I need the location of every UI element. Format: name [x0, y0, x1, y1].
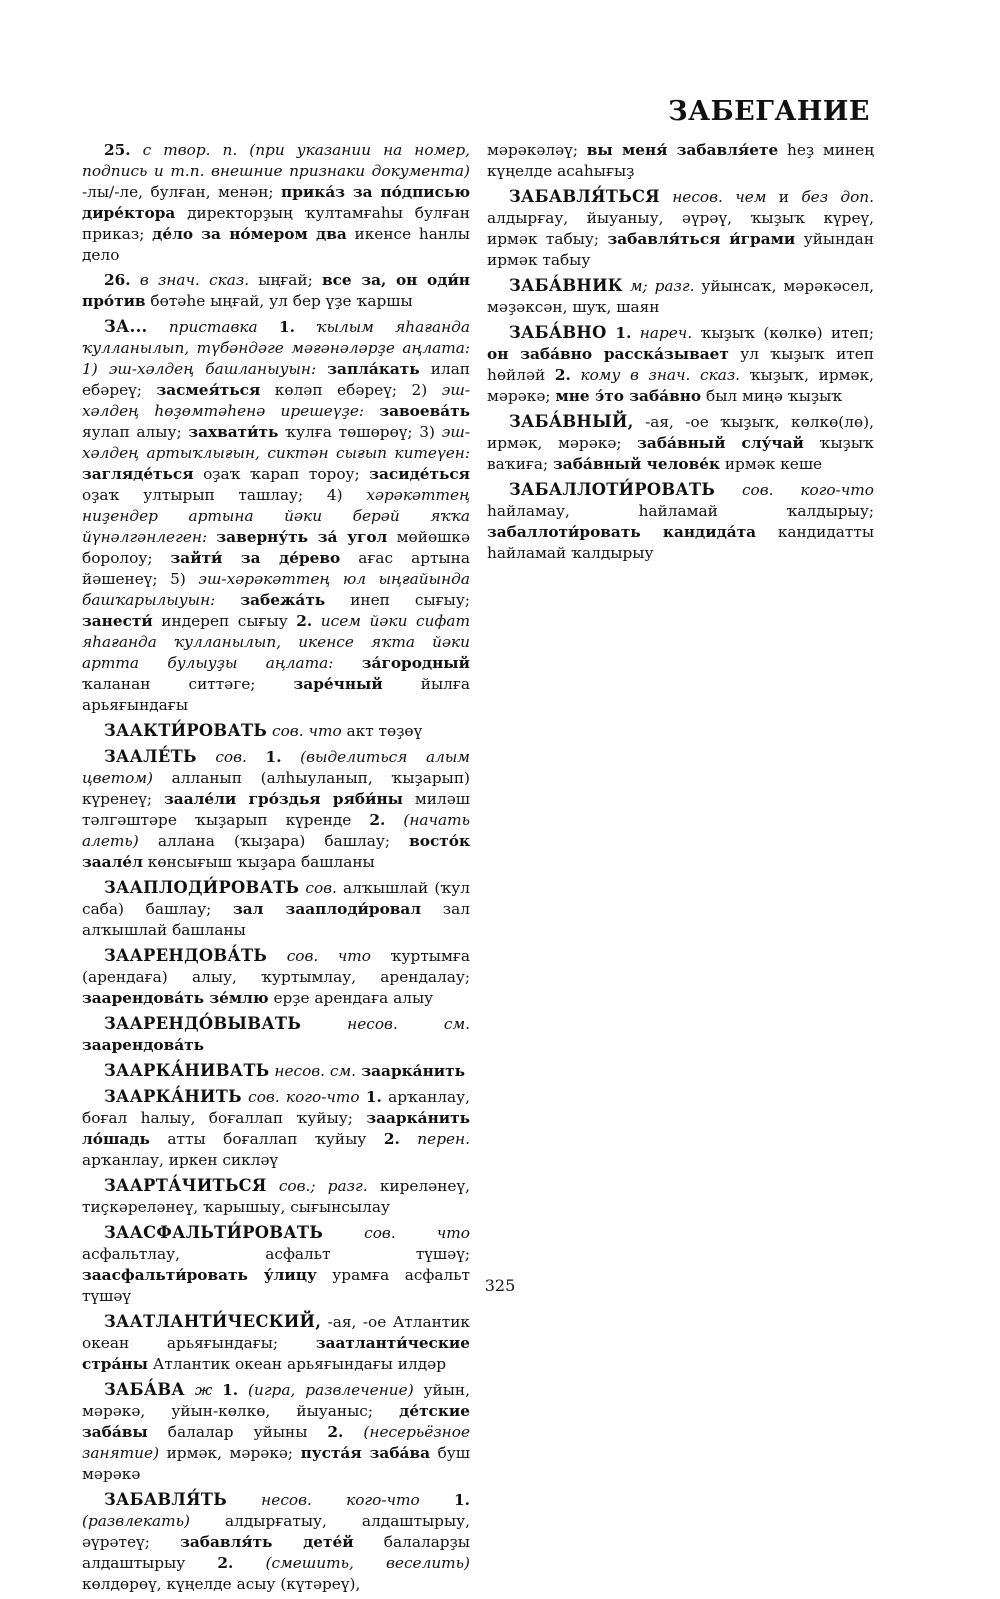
right-column: [487, 140, 874, 568]
grammar-note: нареч.: [631, 324, 693, 342]
translation: һайламау, һайламай ҡалдырыу;: [487, 502, 874, 520]
translation: алланып (алһыуланып, ҡыҙарып) күренеү;: [82, 769, 470, 808]
example-phrase: зайти́ за де́рево: [170, 549, 341, 567]
dictionary-entry: [487, 322, 874, 407]
dictionary-entry: [82, 746, 470, 873]
translation: арҡанлау, боғал һалыу, боғаллап ҡуйыу;: [82, 1088, 470, 1127]
dictionary-entry: [82, 1311, 470, 1375]
example-phrase: загляде́ться: [82, 465, 194, 483]
headword: ЗАБА́ВНО: [509, 323, 607, 342]
translation: -лы/-ле, булған, менән;: [82, 183, 282, 201]
cross-reference: заарка́нить: [356, 1062, 465, 1080]
example-phrase: заарка́нить ло́шадь: [82, 1109, 470, 1148]
headword: ЗА...: [104, 317, 148, 336]
grammar-note: сов. кого-что: [715, 481, 874, 499]
translation: балалар уйыны: [147, 1423, 328, 1441]
grammar-note: сов.: [299, 879, 337, 897]
gloss: (несерьёзное занятие): [82, 1423, 470, 1462]
definition: ҡылым яһағанда ҡулланылып, түбәндәге мәғәнәләрҙе аңлата: 1) эш-хәлдең башланыуын:: [82, 318, 470, 378]
translation: акт төҙөү: [341, 722, 423, 740]
translation: ыңғай;: [249, 271, 322, 289]
translation: яулап алыу;: [82, 423, 189, 441]
example-phrase: засиде́ться: [369, 465, 470, 483]
grammar-note: сов.: [196, 748, 266, 766]
headword: ЗАБА́ВНЫЙ,: [509, 412, 634, 431]
example-phrase: забавля́ться и́грами: [607, 230, 796, 248]
grammar-note: перен.: [399, 1130, 470, 1148]
grammar-note: без доп.: [801, 188, 874, 206]
example-phrase: мне э́то заба́вно: [555, 387, 702, 405]
translation: ағас артына йәшенеү; 5): [82, 549, 470, 588]
grammar-note: несов. см.: [269, 1062, 357, 1080]
dictionary-entry: [82, 316, 470, 716]
left-column: [82, 140, 470, 1599]
translation: урамға асфальт түшәү: [82, 1266, 470, 1305]
translation: алҡышлай (ҡул саба) башлау;: [82, 879, 470, 918]
translation: директорҙың ҡултамғаһы булған приказ;: [82, 204, 470, 243]
translation: бөтәһе ыңғай, ул бер үҙе ҡаршы: [145, 292, 413, 310]
translation: ҡулға төшөрөү; 3): [278, 423, 442, 441]
translation: йылға арьяғындағы: [82, 675, 470, 714]
dictionary-entry: [82, 1086, 470, 1171]
cross-reference: заарендова́ть: [82, 1036, 205, 1054]
dictionary-entry: [82, 945, 470, 1009]
translation: арҡанлау, иркен сикләү: [82, 1151, 279, 1169]
translation: уйын, мәрәкә, уйын-көлкө, йыуаныс;: [82, 1381, 470, 1420]
example-phrase: заатланти́ческие стра́ны: [82, 1334, 470, 1373]
definition: эш-хәрәкәттең юл ыңғайында башҡарылыуын:: [82, 570, 470, 609]
dictionary-entry: [487, 479, 874, 564]
translation: ҡыҙыҡ ваҡиға;: [487, 434, 874, 473]
translation: асфальтлау, асфальт түшәү;: [82, 1245, 470, 1263]
sense-number: 1.: [222, 1381, 239, 1399]
example-phrase: зал зааплоди́ровал: [232, 900, 422, 918]
translation: ирмәк кеше: [720, 455, 823, 473]
sense-number: 2.: [327, 1423, 344, 1441]
translation: буш мәрәкә: [82, 1444, 471, 1483]
running-head: ЗАБЕГАНИЕ: [668, 96, 870, 127]
translation: -ая, -ое Атлантик океан арьяғындағы;: [82, 1313, 470, 1352]
dictionary-entry: [82, 720, 470, 742]
translation: уйынсаҡ, мәрәкәсел, мәҙәксән, шуҡ, шаян: [487, 277, 874, 316]
translation: икенсе һанлы дело: [82, 225, 470, 264]
example-phrase: запла́кать: [327, 360, 420, 378]
dictionary-entry: [82, 1175, 470, 1218]
translation: ҡыҙыҡ (көлкө) итеп;: [692, 324, 875, 342]
translation: -ая, -ое ҡыҙыҡ, көлкө(лө), ирмәк, мәрәкә;: [487, 413, 874, 452]
sense-number: 26.: [104, 271, 131, 289]
translation: алдырғатыу, алдаштырыу, әүрәтеү;: [82, 1512, 470, 1551]
grammar-note: приставка: [147, 318, 279, 336]
translation: атты боғаллап ҡуйыу: [149, 1130, 384, 1148]
translation: ҡуртымға (арендаға) алыу, ҡуртымлау, арендалау;: [82, 947, 470, 986]
grammar-note: сов.; разг.: [266, 1177, 368, 1195]
definition: эш-хәлдең һөҙөмтәһенә ирешеүҙе:: [82, 381, 470, 420]
grammar-note: кому в знач. сказ.: [570, 366, 741, 384]
translation: инеп сығыу;: [325, 591, 470, 609]
translation: илап ебәреү;: [82, 360, 471, 399]
dictionary-entry: [487, 186, 874, 271]
sense-number: 1.: [278, 318, 295, 336]
example-phrase: заверну́ть за́ угол: [216, 528, 388, 546]
example-phrase: завоева́ть: [379, 402, 470, 420]
translation: Атлантик океан арьяғындағы илдәр: [147, 1355, 446, 1373]
example-phrase: заба́вный слу́чай: [637, 434, 804, 452]
dictionary-entry: [82, 1379, 470, 1485]
grammar-note: в знач. сказ.: [130, 271, 250, 289]
sense-number: 2.: [554, 366, 571, 384]
dictionary-entry: [82, 1489, 470, 1595]
grammar-note: несов. чем: [659, 188, 767, 206]
dictionary-entry: [487, 411, 874, 475]
translation: киреләнеү, тиҫкәреләнеү, ҡарышыу, сығынсылау: [82, 1177, 470, 1216]
translation: ҡыҙыҡ, ирмәк, мәрәкә;: [487, 366, 874, 405]
headword: ЗАБАВЛЯ́ТЬСЯ: [509, 187, 660, 206]
grammar-note: сов. что: [267, 722, 342, 740]
translation: индереп сығыу: [152, 612, 297, 630]
gloss: (выделиться алым цветом): [82, 748, 470, 787]
headword: ЗАБА́ВНИК: [509, 276, 623, 295]
translation: был миңә ҡыҙыҡ: [701, 387, 843, 405]
definition: эш-хәлдең артыҡлығын, сиктән сығып китеүен:: [82, 423, 470, 462]
translation: ул ҡыҙыҡ итеп һөйләй: [487, 345, 874, 384]
example-phrase: заре́чный: [293, 675, 383, 693]
headword: ЗААПЛОДИ́РОВАТЬ: [104, 878, 300, 897]
dictionary-entry: [82, 140, 470, 266]
sense-number: 1.: [454, 1491, 470, 1509]
grammar-note: сов. что: [323, 1224, 470, 1242]
example-phrase: забаллоти́ровать кандида́та: [487, 523, 757, 541]
translation: көнсығыш ҡыҙара башланы: [142, 853, 375, 871]
example-phrase: заасфальти́ровать у́лицу: [82, 1266, 317, 1284]
sense-number: 2.: [217, 1554, 234, 1572]
gloss: (начать алеть): [82, 811, 470, 850]
example-phrase: де́ло за но́мером два: [152, 225, 347, 243]
translation: кандидатты һайламай ҡалдырыу: [487, 523, 874, 562]
translation: балаларҙы алдаштырыу: [82, 1533, 470, 1572]
example-phrase: де́тские заба́вы: [82, 1402, 470, 1441]
sense-number: 2.: [383, 1130, 400, 1148]
sense-number: 1.: [265, 748, 282, 766]
dictionary-entry: [82, 1060, 470, 1082]
gloss: (игра, развлечение): [238, 1381, 414, 1399]
translation: мөйөшкә боролоу;: [82, 528, 471, 567]
grammar-note: ж: [185, 1381, 223, 1399]
example-phrase: забавля́ть дете́й: [180, 1533, 354, 1551]
example-phrase: восто́к заале́л: [82, 832, 470, 871]
sense-number: 2.: [369, 811, 386, 829]
headword: ЗААЛЕ́ТЬ: [104, 747, 197, 766]
translation: һеҙ минең күңелде асаһығыҙ: [487, 141, 875, 180]
headword: ЗААРКА́НИТЬ: [104, 1087, 242, 1106]
gloss: (смешить, веселить): [233, 1554, 470, 1572]
headword: ЗААРКА́НИВАТЬ: [104, 1061, 270, 1080]
dictionary-entry: [487, 275, 874, 318]
dictionary-entry: [82, 1013, 470, 1056]
headword: ЗААТЛАНТИ́ЧЕСКИЙ,: [104, 1312, 322, 1331]
translation: оҙаҡ ултырып ташлау; 4): [82, 486, 367, 504]
definition: хәрәкәттең ниҙендер артына йәки берәй яҡҡа йүнәлгәнлеген:: [82, 486, 470, 546]
headword: ЗААРТА́ЧИТЬСЯ: [104, 1176, 267, 1195]
example-phrase: захвати́ть: [188, 423, 279, 441]
translation: аллана (ҡыҙара) башлау;: [138, 832, 410, 850]
dictionary-entry-continued: [487, 140, 874, 182]
translation: көлдөрөү, күңелде асыу (күтәреү),: [82, 1575, 361, 1593]
grammar-note: несов. кого-что: [226, 1491, 455, 1509]
gloss: (развлекать): [82, 1512, 190, 1530]
translation: ҡаланан ситтәге;: [82, 675, 294, 693]
translation: алдырғау, йыуаныу, әүрәү, ҡыҙыҡ күреү, ирмәк табыу;: [487, 209, 874, 248]
sense-number: 25.: [104, 141, 131, 159]
example-phrase: за́городный: [361, 654, 470, 672]
example-phrase: занести́: [82, 612, 153, 630]
translation: көләп ебәреү; 2): [260, 381, 442, 399]
grammar-note: несов. см.: [301, 1015, 470, 1033]
example-phrase: пуста́я заба́ва: [300, 1444, 431, 1462]
example-phrase: забежа́ть: [240, 591, 326, 609]
translation: миләш тәлгәштәре ҡыҙарып күренде: [82, 790, 470, 829]
dictionary-entry: [82, 270, 470, 312]
dictionary-entry: [82, 877, 470, 941]
headword: ЗААСФАЛЬТИ́РОВАТЬ: [104, 1223, 324, 1242]
headword: ЗАБА́ВА: [104, 1380, 185, 1399]
example-phrase: прика́з за по́дписью дире́ктора: [82, 183, 471, 222]
sense-number: 2.: [296, 612, 313, 630]
translation: уйындан ирмәк табыу: [487, 230, 874, 269]
headword: ЗААРЕНДО́ВЫВАТЬ: [104, 1014, 302, 1033]
sense-number: 1.: [606, 324, 632, 342]
grammar-note: с твор. п. (при указании на номер, подпись и т.п. внешние признаки документа): [82, 141, 470, 180]
sense-number: 1.: [365, 1088, 382, 1106]
example-phrase: заба́вный челове́к: [553, 455, 720, 473]
translation: ирмәк, мәрәкә;: [159, 1444, 301, 1462]
headword: ЗАБАЛЛОТИ́РОВАТЬ: [509, 480, 716, 499]
page-number: 325: [484, 1276, 516, 1295]
headword: ЗААКТИ́РОВАТЬ: [104, 721, 268, 740]
translation: и: [766, 188, 802, 206]
example-phrase: он заба́вно расска́зывает: [487, 345, 729, 363]
grammar-note: сов. что: [267, 947, 372, 965]
grammar-note: сов. кого-что: [241, 1088, 366, 1106]
example-phrase: вы меня́ забавля́ете: [586, 141, 779, 159]
example-phrase: засмея́ться: [156, 381, 261, 399]
example-phrase: заале́ли гро́здья ряби́ны: [164, 790, 403, 808]
headword: ЗАБАВЛЯ́ТЬ: [104, 1490, 227, 1509]
translation: оҙаҡ ҡарап тороу;: [193, 465, 370, 483]
translation: ерҙе арендаға алыу: [268, 989, 434, 1007]
headword: ЗААРЕНДОВА́ТЬ: [104, 946, 268, 965]
grammar-note: м; разг.: [622, 277, 695, 295]
translation: зал алҡышлай башланы: [82, 900, 470, 939]
translation: мәрәкәләү;: [487, 141, 587, 159]
example-phrase: все за, он оди́н про́тив: [82, 271, 470, 310]
example-phrase: заарендова́ть зе́млю: [82, 989, 269, 1007]
definition: исем йәки сифат яһағанда ҡулланылып, икенсе яҡта йәки артта булыуҙы аңлата:: [82, 612, 470, 672]
